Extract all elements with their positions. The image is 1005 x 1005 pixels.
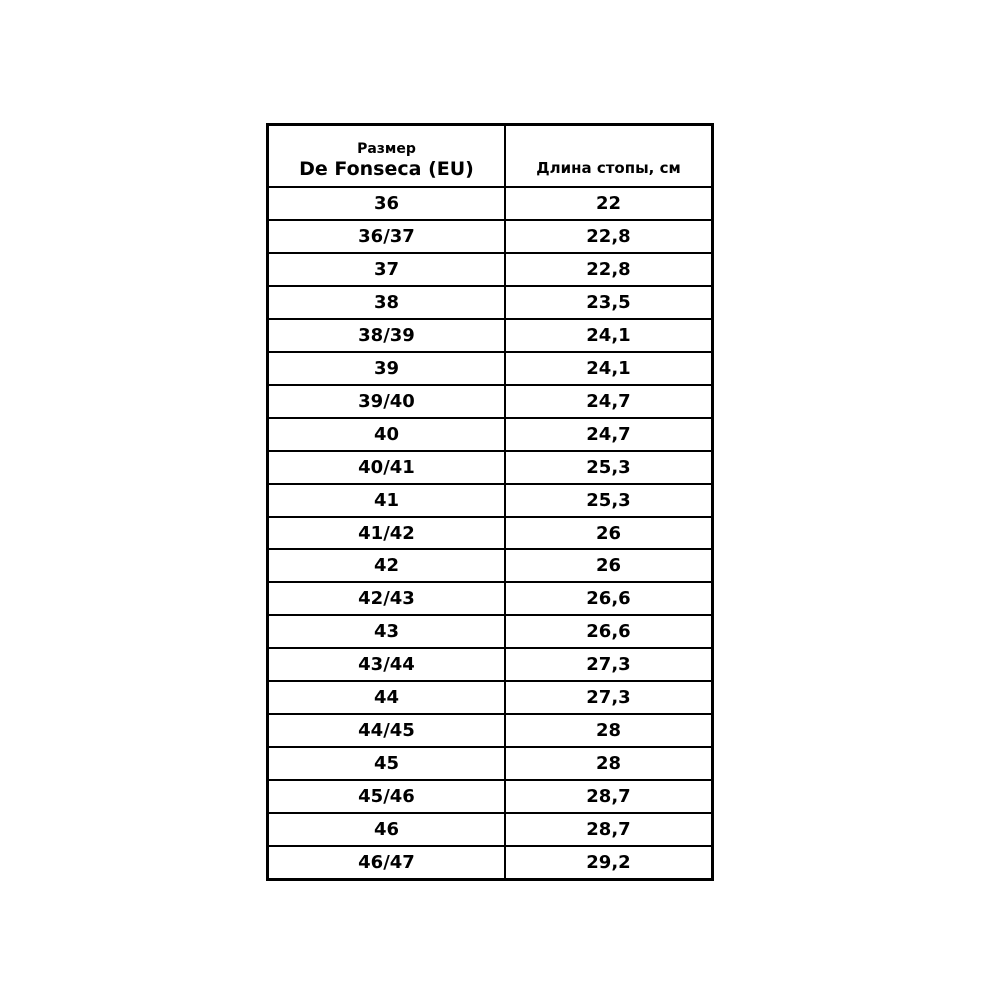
table-row [269,221,711,254]
foot-length-cell: 28 [595,720,622,742]
size-cell: 40 [269,419,506,450]
header-cell-size [269,126,506,186]
foot-length-cell: 25,3 [586,456,631,478]
size-cell: 38/39 [269,320,506,351]
foot-length-cell: 26,6 [586,588,631,610]
table-row [269,715,711,748]
foot-length-cell: 22,8 [586,258,631,280]
table-row [269,287,711,320]
table-row [269,518,711,551]
table-row [269,781,711,814]
foot-length-cell: 26,6 [586,621,631,643]
size-cell: 46/47 [269,847,506,878]
size-cell: 39/40 [269,386,506,417]
foot-length-cell: 22,8 [586,225,631,247]
size-cell: 43/44 [269,649,506,680]
foot-length-cell: 24,1 [586,357,631,379]
table-row [269,616,711,649]
foot-length-cell: 26 [595,522,622,544]
shoe-size-table [266,123,714,881]
header-size-label: Размер [357,141,416,157]
size-cell: 46 [269,814,506,845]
table-row [269,748,711,781]
size-cell: 42 [269,550,506,581]
size-cell: 41/42 [269,518,506,549]
foot-length-cell: 22 [595,192,622,214]
size-cell: 36/37 [269,221,506,252]
table-row [269,583,711,616]
header-foot-length-label: Длина стопы, см [536,159,681,177]
foot-length-cell: 28,7 [586,786,631,808]
foot-length-cell: 26 [595,555,622,577]
foot-length-cell: 28 [595,753,622,775]
table-row [269,320,711,353]
table-row [269,485,711,518]
table-row [269,649,711,682]
foot-length-cell: 25,3 [586,489,631,511]
size-cell: 37 [269,254,506,285]
table-row [269,254,711,287]
size-cell: 38 [269,287,506,318]
table-body [269,188,711,878]
table-row [269,419,711,452]
table-row [269,452,711,485]
foot-length-cell: 28,7 [586,819,631,841]
table-row [269,814,711,847]
table-row [269,353,711,386]
table-row [269,550,711,583]
size-cell: 40/41 [269,452,506,483]
table-header-row [269,126,711,188]
foot-length-cell: 24,7 [586,423,631,445]
table-row [269,188,711,221]
header-brand-label: De Fonseca (EU) [299,158,474,180]
size-cell: 39 [269,353,506,384]
size-cell: 43 [269,616,506,647]
size-cell: 41 [269,485,506,516]
size-cell: 45/46 [269,781,506,812]
size-cell: 44/45 [269,715,506,746]
header-cell-foot-length [506,126,711,186]
foot-length-cell: 29,2 [586,852,631,874]
foot-length-cell: 24,7 [586,390,631,412]
size-cell: 42/43 [269,583,506,614]
table-row [269,386,711,419]
table-row [269,682,711,715]
foot-length-cell: 27,3 [586,654,631,676]
foot-length-cell: 23,5 [586,291,631,313]
foot-length-cell: 27,3 [586,687,631,709]
size-cell: 36 [269,188,506,219]
size-cell: 44 [269,682,506,713]
foot-length-cell: 24,1 [586,324,631,346]
table-row [269,847,711,878]
size-cell: 45 [269,748,506,779]
